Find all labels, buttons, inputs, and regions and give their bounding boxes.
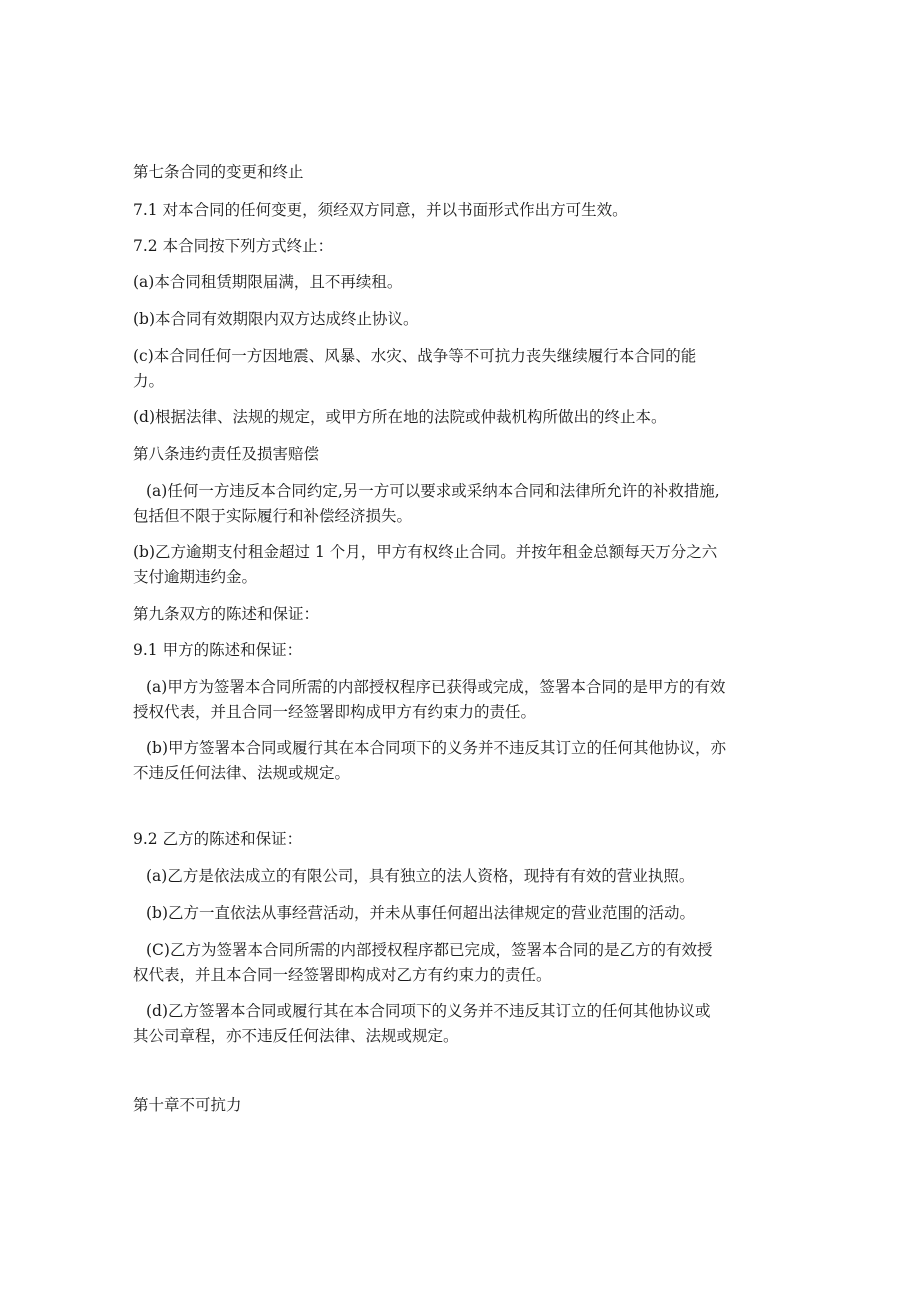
article-8-heading: 第八条违约责任及损害赔偿 (133, 445, 320, 463)
article-9-heading: 第九条双方的陈述和保证： (133, 605, 320, 623)
clause-7-2-b: (b)本合同有效期限内双方达成终止协议。 (133, 310, 419, 328)
clause-7-2-c-line-1: (c)本合同任何一方因地震、风暴、水灾、战争等不可抗力丧失继续履行本合同的能 (133, 347, 697, 365)
clause-9-1-b-line-1: (b)甲方签署本合同或履行其在本合同项下的义务并不违反其订立的任何其他协议，亦 (146, 739, 727, 757)
clause-9-1: 9.1 甲方的陈述和保证： (133, 641, 303, 659)
clause-8-a-line-1: (a)任何一方违反本合同约定,另一方可以要求或采纳本合同和法律所允许的补救措施, (146, 482, 720, 500)
clause-7-2-d: (d)根据法律、法规的规定，或甲方所在地的法院或仲裁机构所做出的终止本。 (133, 408, 667, 426)
clause-7-2-c-line-2: 力。 (133, 372, 165, 390)
clause-7-2: 7.2 本合同按下列方式终止： (133, 237, 334, 255)
clause-7-1: 7.1 对本合同的任何变更，须经双方同意，并以书面形式作出方可生效。 (133, 201, 628, 219)
clause-8-b-line-2: 支付逾期违约金。 (133, 568, 258, 586)
clause-8-b-line-1: (b)乙方逾期支付租金超过 1 个月，甲方有权终止合同。并按年租金总额每天万分之六 (133, 543, 718, 561)
clause-8-a-line-2: 包括但不限于实际履行和补偿经济损失。 (133, 507, 413, 525)
article-7-heading: 第七条合同的变更和终止 (133, 163, 304, 181)
clause-9-2: 9.2 乙方的陈述和保证： (133, 830, 303, 848)
clause-9-2-b: (b)乙方一直依法从事经营活动，并未从事任何超出法律规定的营业范围的活动。 (146, 904, 696, 922)
clause-9-2-c-line-1: (C)乙方为签署本合同所需的内部授权程序都已完成，签署本合同的是乙方的有效授 (146, 941, 713, 959)
clause-9-2-d-line-2: 其公司章程，亦不违反任何法律、法规或规定。 (133, 1027, 459, 1045)
chapter-10-heading: 第十章不可抗力 (133, 1096, 242, 1114)
clause-7-2-a: (a)本合同租赁期限届满，且不再续租。 (133, 273, 403, 291)
clause-9-1-a-line-2: 授权代表，并且合同一经签署即构成甲方有约束力的责任。 (133, 703, 537, 721)
clause-9-1-a-line-1: (a)甲方为签署本合同所需的内部授权程序已获得或完成，签署本合同的是甲方的有效 (146, 678, 726, 696)
clause-9-2-c-line-2: 权代表，并且本合同一经签署即构成对乙方有约束力的责任。 (133, 966, 552, 984)
clause-9-2-d-line-1: (d)乙方签署本合同或履行其在本合同项下的义务并不违反其订立的任何其他协议或 (146, 1002, 711, 1020)
clause-9-1-b-line-2: 不违反任何法律、法规或规定。 (133, 764, 351, 782)
clause-9-2-a: (a)乙方是依法成立的有限公司，具有独立的法人资格，现持有有效的营业执照。 (146, 867, 695, 885)
